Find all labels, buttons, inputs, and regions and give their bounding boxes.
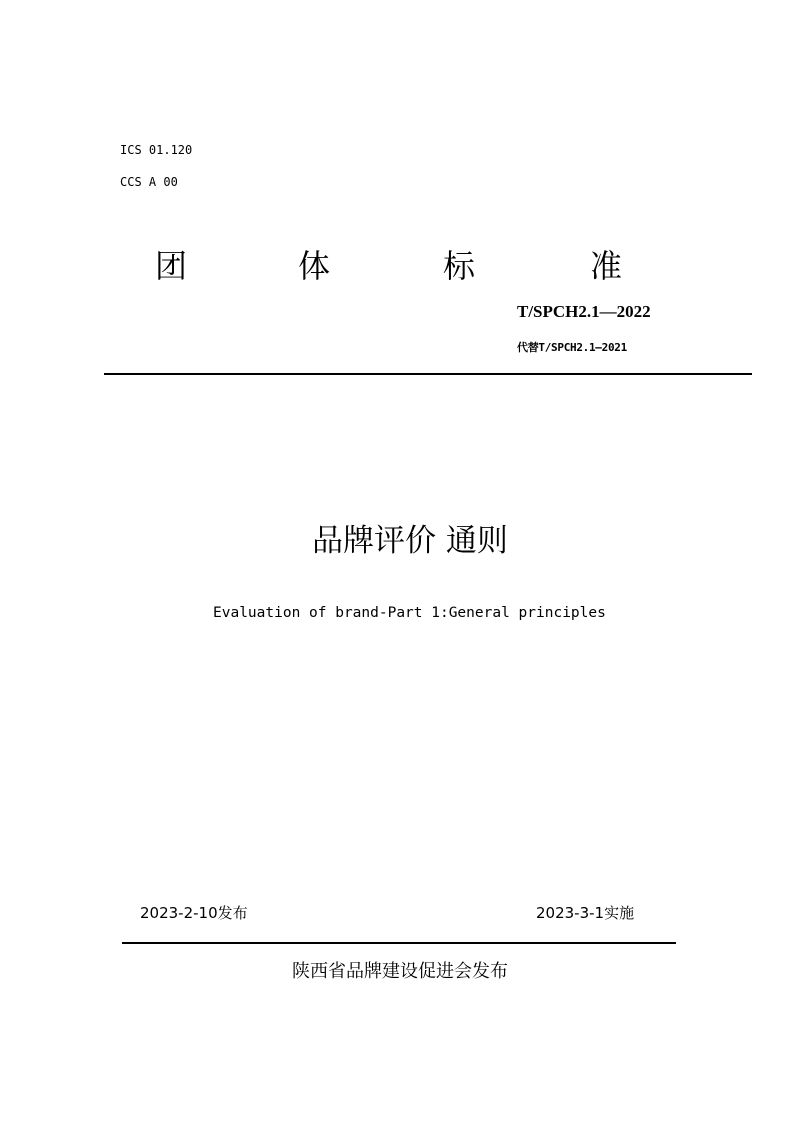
footer-divider — [122, 942, 676, 944]
implementation-date: 2023-3-1实施 — [536, 904, 635, 922]
standard-type-char: 团 — [155, 247, 188, 285]
ics-code: ICS 01.120 — [120, 143, 193, 157]
publisher: 陕西省品牌建设促进会发布 — [292, 961, 508, 982]
header-divider — [104, 373, 752, 375]
ccs-code: CCS A 00 — [120, 175, 178, 189]
document-title: 品牌评价 通则 — [312, 523, 508, 559]
publish-date: 2023-2-10发布 — [140, 904, 248, 922]
replaces-code: 代替T/SPCH2.1—2021 — [517, 341, 627, 354]
document-title-english: Evaluation of brand-Part 1:General principles — [213, 605, 606, 621]
standard-type-char: 标 — [443, 247, 476, 285]
standard-type-char: 体 — [298, 247, 331, 285]
standard-code: T/SPCH2.1—2022 — [517, 302, 651, 321]
standard-type-char: 准 — [590, 247, 623, 285]
